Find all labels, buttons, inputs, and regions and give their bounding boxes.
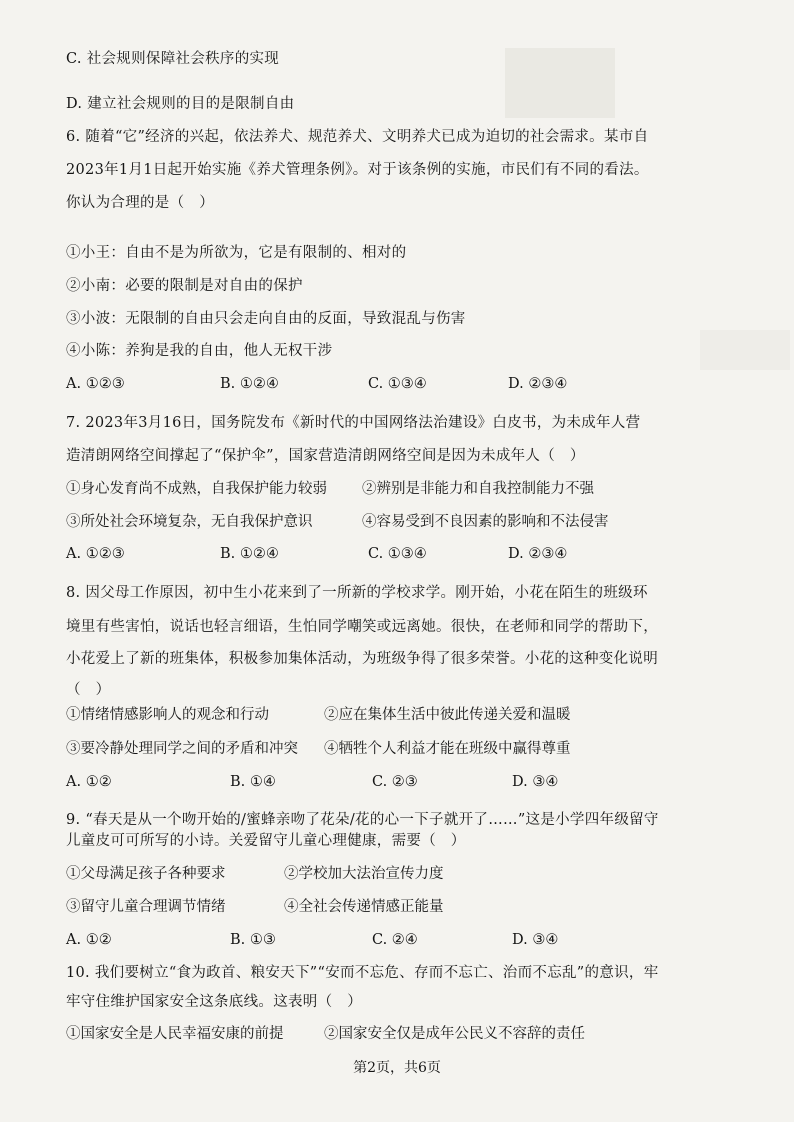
q9-choice-c[interactable]: C. ②④ xyxy=(372,932,418,948)
bleed-through-patch xyxy=(505,48,615,118)
q9-statement: ②学校加大法治宣传力度 xyxy=(284,866,444,882)
q9-stem-line: 9. “春天是从一个吻开始的/蜜蜂亲吻了花朵/花的心一下子就开了……”这是小学四年级留守 xyxy=(66,812,659,828)
q6-statement: ②小南：必要的限制是对自由的保护 xyxy=(66,278,303,294)
q8-choice-d[interactable]: D. ③④ xyxy=(512,774,559,790)
q10-stem-line: 10. 我们要树立“食为政首、粮安天下”“安而不忘危、存而不忘亡、治而不忘乱”的意识，牢 xyxy=(66,965,659,981)
q7-stem-line: 造清朗网络空间撑起了“保护伞”，国家营造清朗网络空间是因为未成年人（ ） xyxy=(66,448,585,464)
q9-choice-a[interactable]: A. ①② xyxy=(66,932,112,948)
q8-statement: ①情绪情感影响人的观念和行动 xyxy=(66,707,269,723)
q8-choice-c[interactable]: C. ②③ xyxy=(372,774,418,790)
option-c-prev: C. 社会规则保障社会秩序的实现 xyxy=(66,51,280,67)
q6-statement: ③小波：无限制的自由只会走向自由的反面，导致混乱与伤害 xyxy=(66,311,466,327)
q10-statement: ①国家安全是人民幸福安康的前提 xyxy=(66,1026,284,1042)
q8-stem-line: （ ） xyxy=(66,682,111,698)
q9-statement: ③留守儿童合理调节情绪 xyxy=(66,899,226,915)
q8-stem-line: 境里有些害怕，说话也轻言细语，生怕同学嘲笑或远离她。很快，在老师和同学的帮助下， xyxy=(66,619,658,635)
q8-choice-b[interactable]: B. ①④ xyxy=(230,774,276,790)
q6-stem-line: 6. 随着“它”经济的兴起，依法养犬、规范养犬、文明养犬已成为迫切的社会需求。某市自 xyxy=(66,129,649,145)
q9-choice-b[interactable]: B. ①③ xyxy=(230,932,276,948)
q7-stem-line: 7. 2023年3月16日，国务院发布《新时代的中国网络法治建设》白皮书，为未成年人营 xyxy=(66,415,641,431)
q7-statement: ②辨别是非能力和自我控制能力不强 xyxy=(362,481,594,497)
page-number-footer: 第2页，共6页 xyxy=(353,1060,441,1076)
q7-statement: ④容易受到不良因素的影响和不法侵害 xyxy=(362,514,609,530)
q8-statement: ③要冷静处理同学之间的矛盾和冲突 xyxy=(66,741,298,757)
bleed-through-patch xyxy=(700,330,790,370)
q10-statement: ②国家安全仅是成年公民义不容辞的责任 xyxy=(324,1026,585,1042)
q8-statement: ②应在集体生活中彼此传递关爱和温暖 xyxy=(324,707,571,723)
q7-statement: ①身心发育尚不成熟，自我保护能力较弱 xyxy=(66,481,327,497)
q7-statement: ③所处社会环境复杂，无自我保护意识 xyxy=(66,514,313,530)
q9-stem-line: 儿童皮可可所写的小诗。关爱留守儿童心理健康，需要（ ） xyxy=(66,833,466,849)
q6-stem-line: 你认为合理的是（ ） xyxy=(66,195,214,211)
q8-statement: ④牺牲个人利益才能在班级中赢得尊重 xyxy=(324,741,571,757)
q7-choice-c[interactable]: C. ①③④ xyxy=(368,546,427,562)
option-d-prev: D. 建立社会规则的目的是限制自由 xyxy=(66,96,295,112)
q9-statement: ①父母满足孩子各种要求 xyxy=(66,866,226,882)
q9-statement: ④全社会传递情感正能量 xyxy=(284,899,444,915)
q8-stem-line: 8. 因父母工作原因，初中生小花来到了一所新的学校求学。刚开始，小花在陌生的班级环 xyxy=(66,585,648,601)
q9-choice-d[interactable]: D. ③④ xyxy=(512,932,559,948)
q7-choice-d[interactable]: D. ②③④ xyxy=(508,546,568,562)
q8-choice-a[interactable]: A. ①② xyxy=(66,774,112,790)
q6-choice-a[interactable]: A. ①②③ xyxy=(66,376,125,392)
q6-choice-d[interactable]: D. ②③④ xyxy=(508,376,568,392)
q10-stem-line: 牢守住维护国家安全这条底线。这表明（ ） xyxy=(66,994,362,1010)
q8-stem-line: 小花爱上了新的班集体，积极参加集体活动，为班级争得了很多荣誉。小花的这种变化说明 xyxy=(66,651,658,667)
q6-choice-c[interactable]: C. ①③④ xyxy=(368,376,427,392)
q6-stem-line: 2023年1月1日起开始实施《养犬管理条例》。对于该条例的实施，市民们有不同的看法。 xyxy=(66,162,649,178)
q6-choice-b[interactable]: B. ①②④ xyxy=(220,376,279,392)
q7-choice-a[interactable]: A. ①②③ xyxy=(66,546,125,562)
q6-statement: ①小王：自由不是为所欲为，它是有限制的、相对的 xyxy=(66,245,407,261)
q7-choice-b[interactable]: B. ①②④ xyxy=(220,546,279,562)
q6-statement: ④小陈：养狗是我的自由，他人无权干涉 xyxy=(66,343,333,359)
